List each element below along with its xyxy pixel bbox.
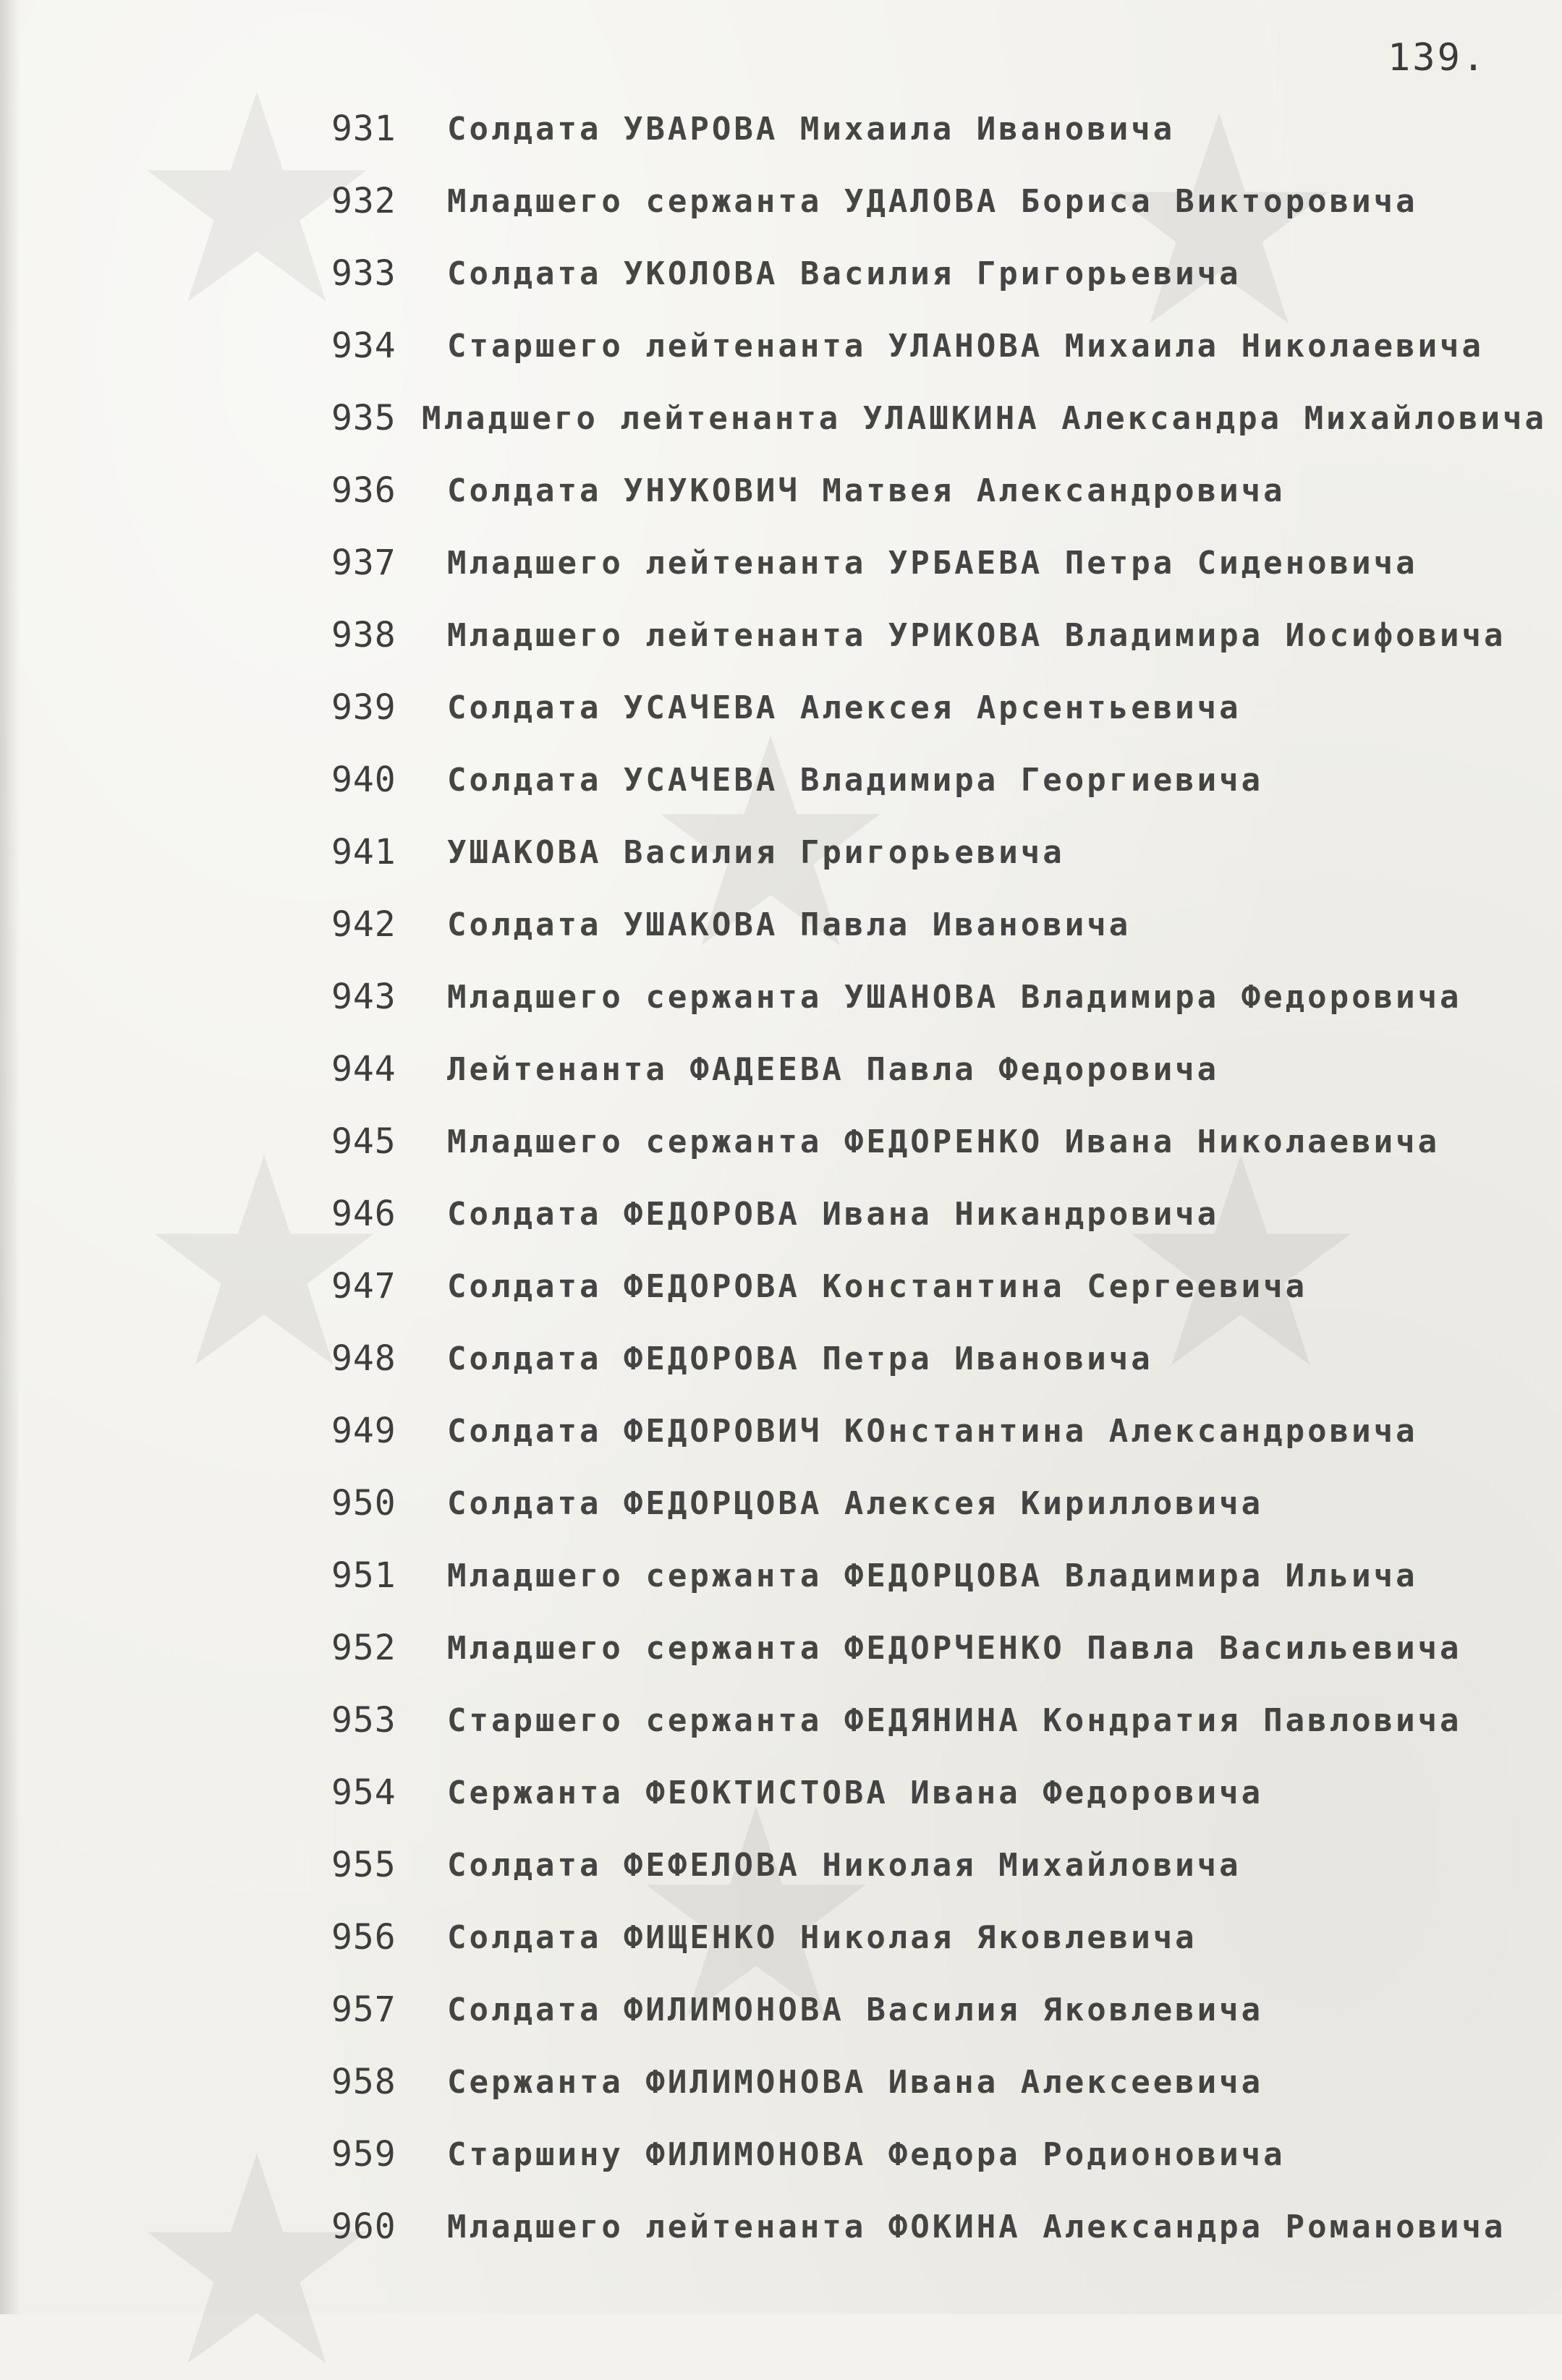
list-item [331,1178,1547,1250]
entry-number: 939 [331,687,396,728]
entry-number: 948 [331,1338,396,1379]
list-item [331,961,1547,1033]
list-item [331,1322,1547,1395]
list-item [331,1973,1547,2046]
entry-number: 940 [331,760,396,800]
entry-number: 941 [331,832,396,872]
list-item [331,454,1547,527]
entry-number: 959 [331,2134,396,2175]
entry-list [331,93,1547,2263]
list-item [331,1684,1547,1756]
entry-number: 938 [331,615,396,655]
entry-text: Младшего сержанта УШАНОВА Владимира Федоровича [447,978,1462,1016]
entry-text: Старшего лейтенанта УЛАНОВА Михаила Николаевича [447,327,1485,365]
entry-number: 956 [331,1917,396,1958]
entry-number: 944 [331,1049,396,1089]
list-item [331,93,1547,165]
entry-number: 958 [331,2062,396,2102]
entry-text: Младшего лейтенанта ФОКИНА Александра Романовича [447,2208,1506,2245]
entry-text: Солдата ФИЛИМОНОВА Василия Яковлевича [447,1991,1264,2028]
list-item [331,1756,1547,1829]
list-item [331,1033,1547,1105]
entry-text: Старшину ФИЛИМОНОВА Федора Родионовича [447,2135,1286,2173]
entry-text: Младшего лейтенанта УРИКОВА Владимира Иосифовича [447,616,1506,654]
entry-text: Солдата ФЕФЕЛОВА Николая Михайловича [447,1846,1241,1884]
list-item [331,1612,1547,1684]
list-item [331,599,1547,671]
list-item [331,1395,1547,1467]
list-item [331,744,1547,816]
entry-text: Старшего сержанта ФЕДЯНИНА Кондратия Павловича [447,1701,1462,1739]
entry-number: 950 [331,1483,396,1523]
entry-number: 946 [331,1194,396,1234]
entry-text: Лейтенанта ФАДЕЕВА Павла Федоровича [447,1050,1220,1088]
entry-number: 957 [331,1989,396,2030]
entry-number: 931 [331,109,396,149]
entry-number: 947 [331,1266,396,1306]
entry-text: Сержанта ФИЛИМОНОВА Ивана Алексеевича [447,2063,1264,2101]
entry-text: Солдата УШАКОВА Павла Ивановича [447,906,1132,943]
entry-number: 951 [331,1555,396,1596]
entry-text: Солдата ФЕДОРОВА Константина Сергеевича [447,1267,1308,1305]
entry-text: Солдата УНУКОВИЧ Матвея Александровича [447,472,1286,509]
list-item [331,1467,1547,1539]
entry-text: Солдата ФЕДОРЦОВА Алексея Кирилловича [447,1484,1264,1522]
entry-number: 953 [331,1700,396,1741]
list-item [331,2046,1547,2118]
list-item [331,165,1547,237]
entry-number: 932 [331,181,396,221]
entry-text: Сержанта ФЕОКТИСТОВА Ивана Федоровича [447,1774,1264,1811]
page-edge-shadow [0,0,20,2314]
entry-text: Младшего сержанта ФЕДОРЧЕНКО Павла Васильевича [447,1629,1462,1667]
entry-number: 960 [331,2206,396,2247]
entry-text: Солдата УСАЧЕВА Алексея Арсентьевича [447,689,1241,726]
entry-number: 934 [331,326,396,366]
entry-number: 955 [331,1845,396,1885]
entry-text: Младшего лейтенанта УЛАШКИНА Александра Михайловича [421,399,1547,437]
entry-text: Младшего сержанта ФЕДОРЕНКО Ивана Николаевича [447,1123,1440,1160]
entry-text: УШАКОВА Василия Григорьевича [447,833,1065,871]
entry-text: Младшего сержанта ФЕДОРЦОВА Владимира Ильича [447,1557,1418,1594]
entry-number: 935 [331,398,396,438]
list-item [331,527,1547,599]
list-item [331,2118,1547,2190]
list-item [331,816,1547,888]
list-item [331,1539,1547,1612]
list-item [331,382,1547,454]
entry-text: Солдата ФЕДОРОВА Петра Ивановича [447,1340,1153,1377]
entry-number: 949 [331,1411,396,1451]
entry-number: 936 [331,470,396,511]
entry-text: Младшего лейтенанта УРБАЕВА Петра Сиденовича [447,544,1418,582]
list-item [331,310,1547,382]
entry-text: Солдата ФЕДОРОВА Ивана Никандровича [447,1195,1220,1233]
list-item [331,888,1547,961]
entry-number: 933 [331,253,396,294]
entry-number: 945 [331,1121,396,1162]
list-item [331,237,1547,310]
entry-text: Младшего сержанта УДАЛОВА Бориса Викторовича [447,182,1418,220]
list-item [331,1250,1547,1322]
list-item [331,1829,1547,1901]
page-number: 139. [1388,36,1487,80]
entry-text: Солдата ФЕДОРОВИЧ КОнстантина Александровича [447,1412,1418,1450]
list-item [331,671,1547,744]
entry-text: Солдата ФИЩЕНКО Николая Яковлевича [447,1918,1197,1956]
entry-text: Солдата УСАЧЕВА Владимира Георгиевича [447,761,1264,799]
entry-number: 952 [331,1628,396,1668]
entry-text: Солдата УКОЛОВА Василия Григорьевича [447,255,1241,292]
list-item [331,1105,1547,1178]
entry-text: Солдата УВАРОВА Михаила Ивановича [447,110,1176,148]
entry-number: 942 [331,904,396,945]
entry-number: 954 [331,1772,396,1813]
entry-number: 943 [331,977,396,1017]
entry-number: 937 [331,543,396,583]
list-item [331,1901,1547,1973]
list-item [331,2190,1547,2263]
